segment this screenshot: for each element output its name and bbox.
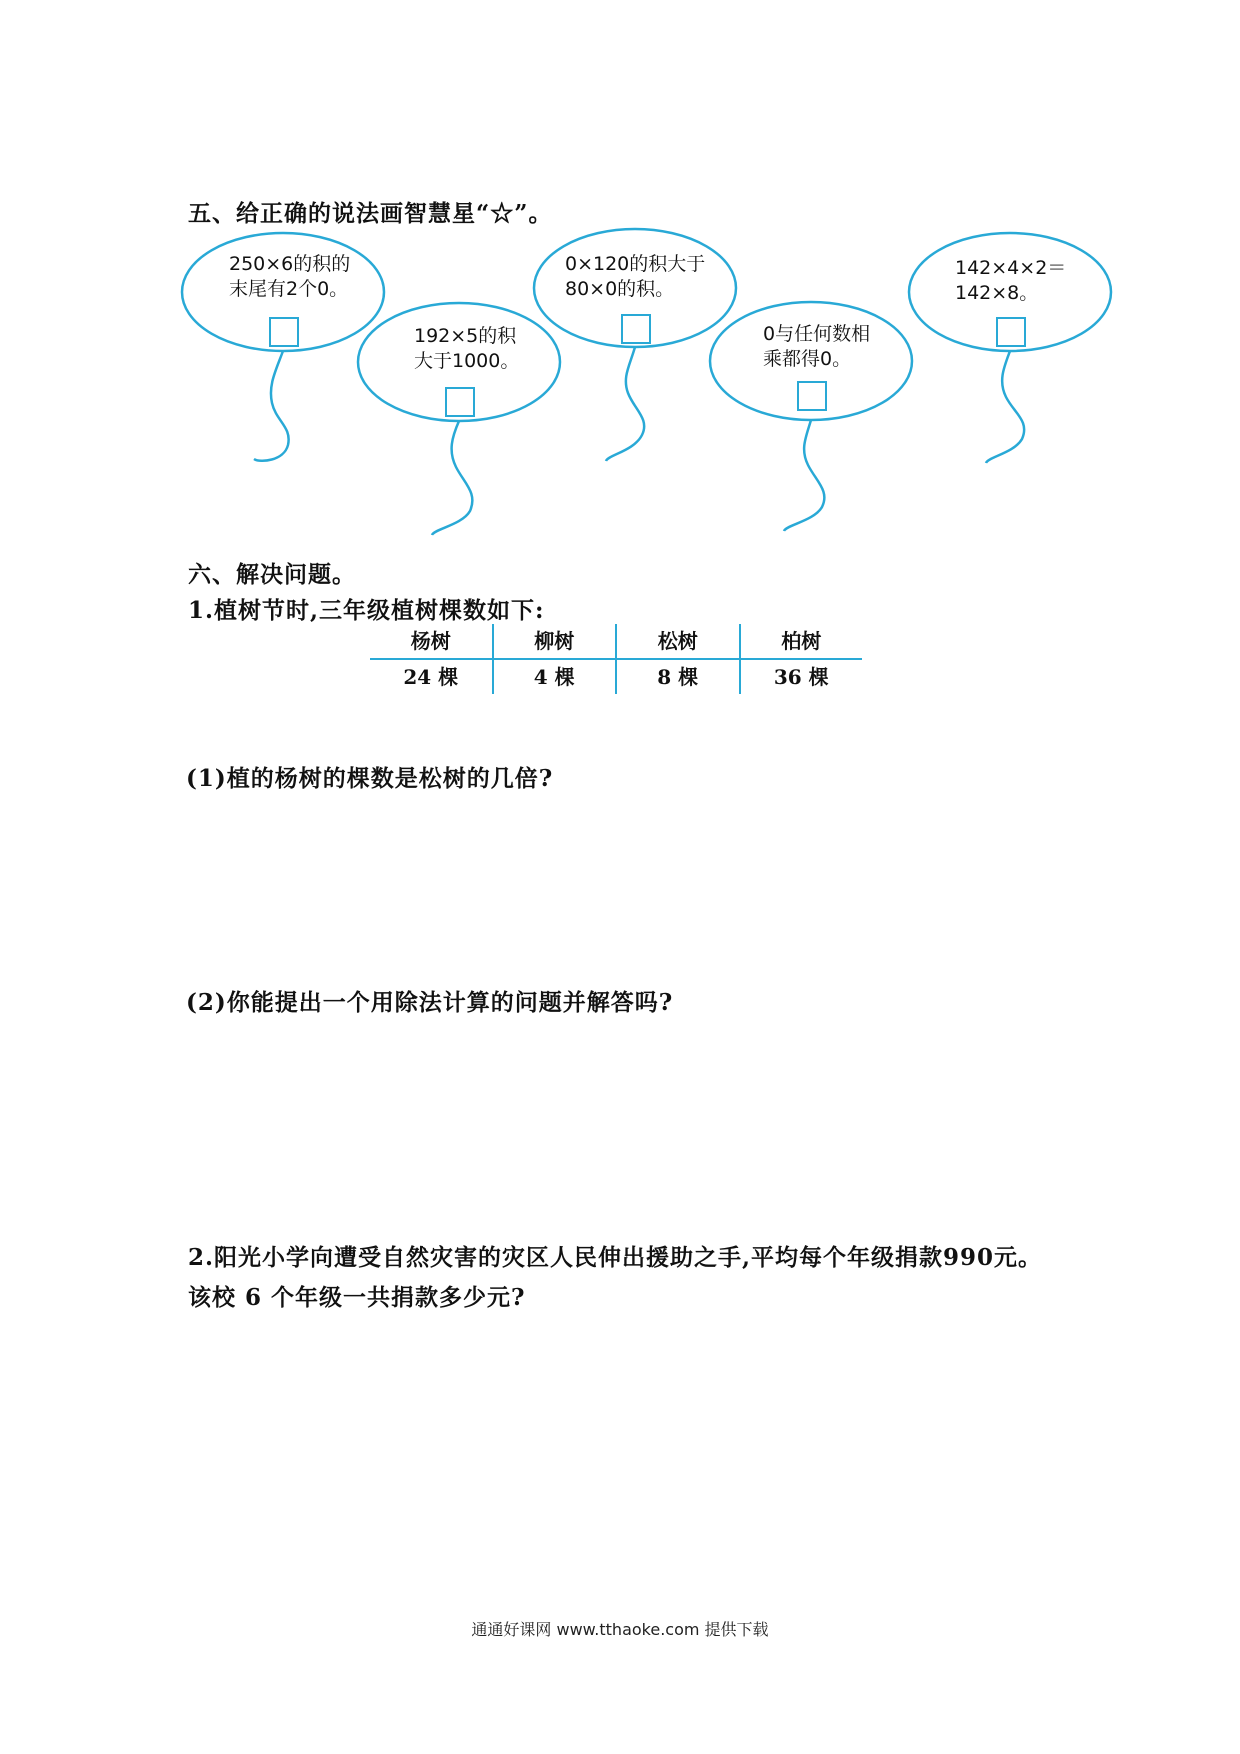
balloon-3-string: [606, 347, 644, 461]
table-header-cell: 柏树: [739, 624, 863, 658]
balloon-2-checkbox[interactable]: [445, 387, 475, 417]
balloon-4-checkbox[interactable]: [797, 381, 827, 411]
table-cell: 4 棵: [492, 660, 616, 694]
table-cell: 8 棵: [615, 660, 739, 694]
balloon-1-text: 250×6的积的 末尾有2个0。: [229, 253, 351, 300]
table-cell: 36 棵: [739, 660, 863, 694]
balloon-4-text: 0与任何数相 乘都得0。: [763, 323, 871, 370]
balloon-2-text: 192×5的积 大于1000。: [414, 325, 520, 372]
balloon-2-string: [432, 421, 472, 535]
section5-title: 五、给正确的说法画智慧星“☆”。: [188, 200, 553, 227]
question-1-intro: 1.植树节时,三年级植树棵数如下:: [188, 597, 545, 624]
question-2-line-1: 2.阳光小学向遭受自然灾害的灾区人民伸出援助之手,平均每个年级捐款990元。: [188, 1244, 1043, 1271]
table-header-cell: 柳树: [492, 624, 616, 658]
balloon-3-text: 0×120的积大于 80×0的积。: [565, 253, 706, 300]
balloon-4-string: [784, 420, 824, 531]
question-2-line-2: 该校 6 个年级一共捐款多少元?: [188, 1284, 526, 1311]
tree-count-table: [370, 624, 862, 694]
balloon-5-text: 142×4×2＝ 142×8。: [955, 257, 1067, 304]
table-header-cell: 杨树: [410, 629, 451, 653]
balloon-group: [180, 225, 1130, 555]
table-header-row: [370, 624, 862, 660]
balloon-5-checkbox[interactable]: [996, 317, 1026, 347]
balloon-5-string: [986, 351, 1024, 463]
table-header-cell: 松树: [615, 624, 739, 658]
footer-text: 通通好课网 www.tthaoke.com 提供下载: [471, 1620, 769, 1639]
section6-title: 六、解决问题。: [188, 561, 356, 588]
balloon-1-string: [254, 351, 289, 461]
table-cell: 24 棵: [403, 665, 459, 689]
balloon-1-checkbox[interactable]: [269, 317, 299, 347]
table-row: [370, 660, 862, 694]
question-1-part-1: (1)植的杨树的棵数是松树的几倍?: [186, 765, 554, 792]
question-1-part-2: (2)你能提出一个用除法计算的问题并解答吗?: [186, 989, 674, 1016]
balloon-3-checkbox[interactable]: [621, 314, 651, 344]
